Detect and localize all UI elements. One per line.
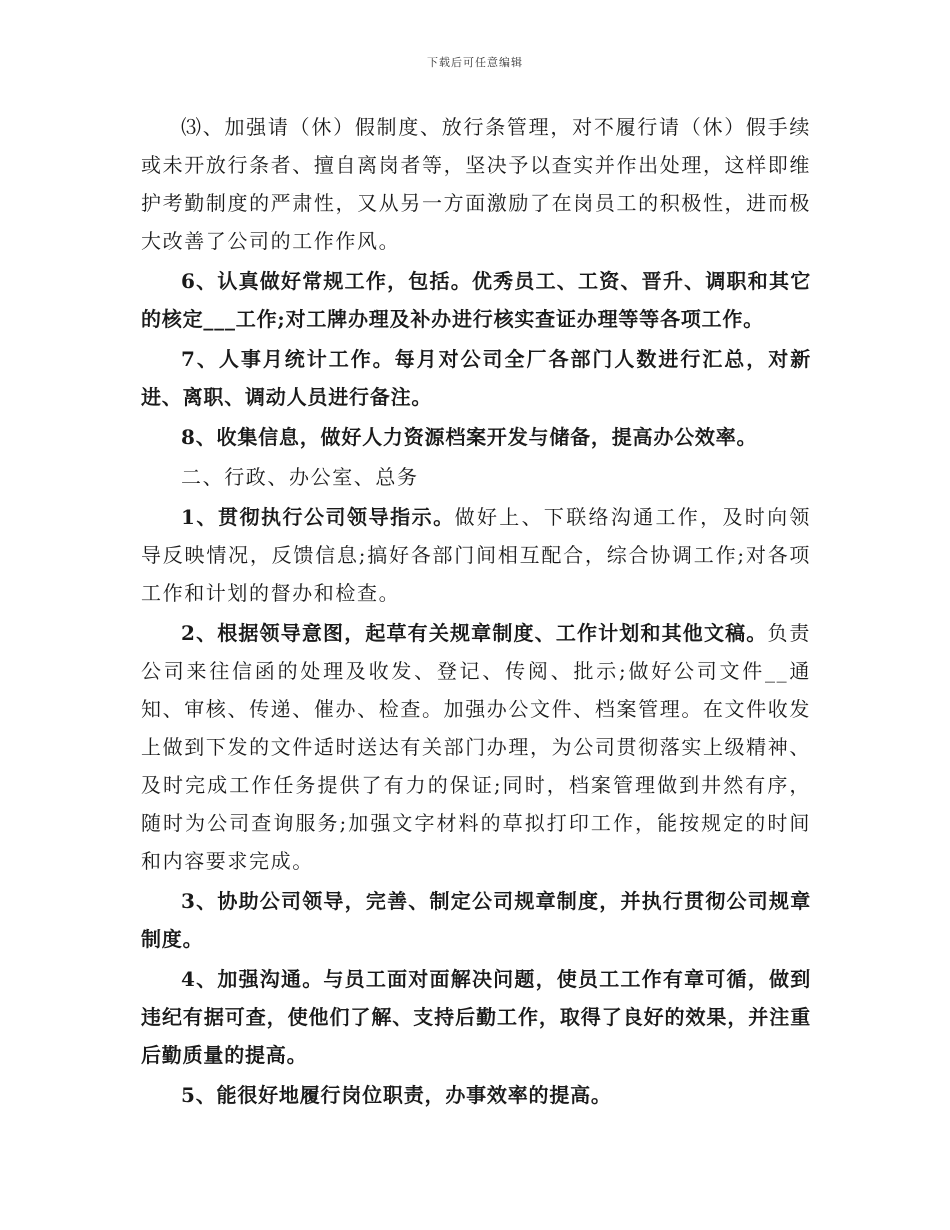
paragraph-text: 负责公司来往信函的处理及收发、登记、传阅、批示;做好公司文件__通知、审核、传递、催办、检查。加强办公文件、档案管理。在文件收发上做到下发的文件适时送达有关部门办理，为公司贯彻落实上级精神、及时完成工作任务提供了有力的保证;同时，档案管理做到井然有序，随时为公司查询服务;加强文字材料的草拟打印工作，能按规定的时间和内容要求完成。 — [141, 621, 811, 873]
paragraph-3-assist-leadership — [141, 882, 811, 958]
paragraph-1-implement-instructions — [141, 498, 811, 612]
page-header: 下载后可任意编辑 — [427, 56, 523, 69]
paragraph-lead: 7、人事月统计工作。每月对公司全厂各部门人数进行汇总，对新进、离职、调动人员进行备注。 — [141, 347, 811, 409]
paragraph-lead: 3、协助公司领导，完善、制定公司规章制度，并执行贯彻公司规章制度。 — [141, 889, 811, 951]
paragraph-5-duties — [141, 1076, 811, 1114]
paragraph-lead: 5、能很好地履行岗位职责，办事效率的提高。 — [181, 1083, 612, 1107]
paragraph-3-leave-management — [141, 108, 811, 260]
paragraph-4-communication — [141, 960, 811, 1074]
paragraph-7-monthly-statistics — [141, 340, 811, 416]
paragraph-text: 做好上、下联络沟通工作，及时向领导反映情况，反馈信息;搞好各部门间相互配合，综合协调工作;对各项工作和计划的督办和检查。 — [141, 505, 811, 605]
document-body — [141, 108, 811, 1114]
section-heading-admin — [141, 458, 811, 496]
paragraph-lead: 8、收集信息，做好人力资源档案开发与储备，提高办公效率。 — [181, 425, 758, 449]
paragraph-2-draft-documents — [141, 614, 811, 880]
paragraph-lead: 6、认真做好常规工作，包括。优秀员工、工资、晋升、调职和其它的核定___工作;对工牌办理及补办进行核实查证办理等等各项工作。 — [141, 269, 811, 331]
paragraph-8-collect-info — [141, 418, 811, 456]
paragraph-6-routine-work — [141, 262, 811, 338]
paragraph-text: 二、行政、办公室、总务 — [181, 465, 419, 489]
paragraph-lead: 2、根据领导意图，起草有关规章制度、工作计划和其他文稿。 — [181, 621, 768, 645]
paragraph-text: ⑶、加强请（休）假制度、放行条管理，对不履行请（休）假手续或未开放行条者、擅自离岗者等，坚决予以查实并作出处理，这样即维护考勤制度的严肃性，又从另一方面激励了在岗员工的积极性，进而极大改善了公司的工作作风。 — [141, 115, 811, 253]
paragraph-lead: 1、贯彻执行公司领导指示。 — [181, 505, 455, 529]
paragraph-lead: 4、加强沟通。与员工面对面解决问题，使员工工作有章可循，做到违纪有据可查，使他们了解、支持后勤工作，取得了良好的效果，并注重后勤质量的提高。 — [141, 967, 811, 1067]
